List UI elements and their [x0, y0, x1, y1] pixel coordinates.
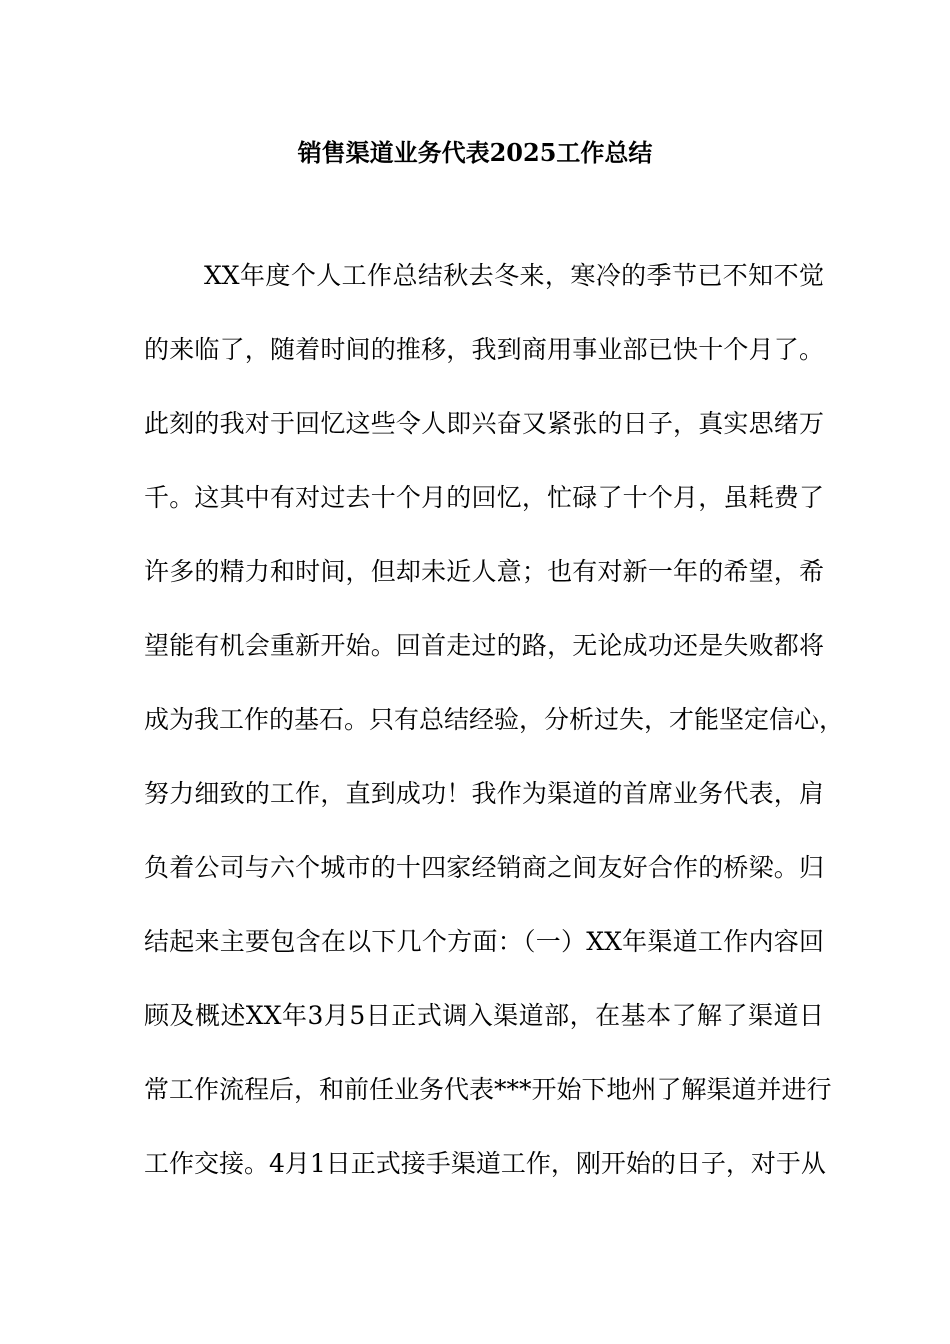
- body-line-3: 此刻的我对于回忆这些令人即兴奋又紧张的日子，真实思绪万: [144, 409, 824, 438]
- body-line-9: 负着公司与六个城市的十四家经销商之间友好合作的桥梁。归: [144, 853, 824, 882]
- body-line-2: 的来临了，随着时间的推移，我到商用事业部已快十个月了。: [144, 335, 824, 364]
- body-line-8: 努力细致的工作，直到成功！我作为渠道的首席业务代表，肩: [144, 779, 824, 808]
- body-line-10: 结起来主要包含在以下几个方面：（一）XX年渠道工作内容回: [144, 927, 824, 956]
- body-line-1: XX年度个人工作总结秋去冬来，寒冷的季节已不知不觉: [204, 261, 824, 290]
- document-body: [144, 258, 845, 1220]
- body-line-11: 顾及概述XX年3月5日正式调入渠道部，在基本了解了渠道日: [144, 1001, 824, 1030]
- document-title: 销售渠道业务代表2025工作总结: [297, 138, 653, 167]
- body-line-4: 千。这其中有对过去十个月的回忆，忙碌了十个月，虽耗费了: [144, 483, 824, 512]
- body-line-5: 许多的精力和时间，但却未近人意；也有对新一年的希望，希: [144, 557, 824, 586]
- body-line-6: 望能有机会重新开始。回首走过的路，无论成功还是失败都将: [144, 631, 824, 660]
- body-line-13: 工作交接。4月1日正式接手渠道工作，刚开始的日子，对于从: [144, 1149, 826, 1178]
- body-line-7: 成为我工作的基石。只有总结经验，分析过失，才能坚定信心，: [144, 705, 845, 734]
- body-line-12: 常工作流程后，和前任业务代表***开始下地州了解渠道并进行: [144, 1075, 832, 1104]
